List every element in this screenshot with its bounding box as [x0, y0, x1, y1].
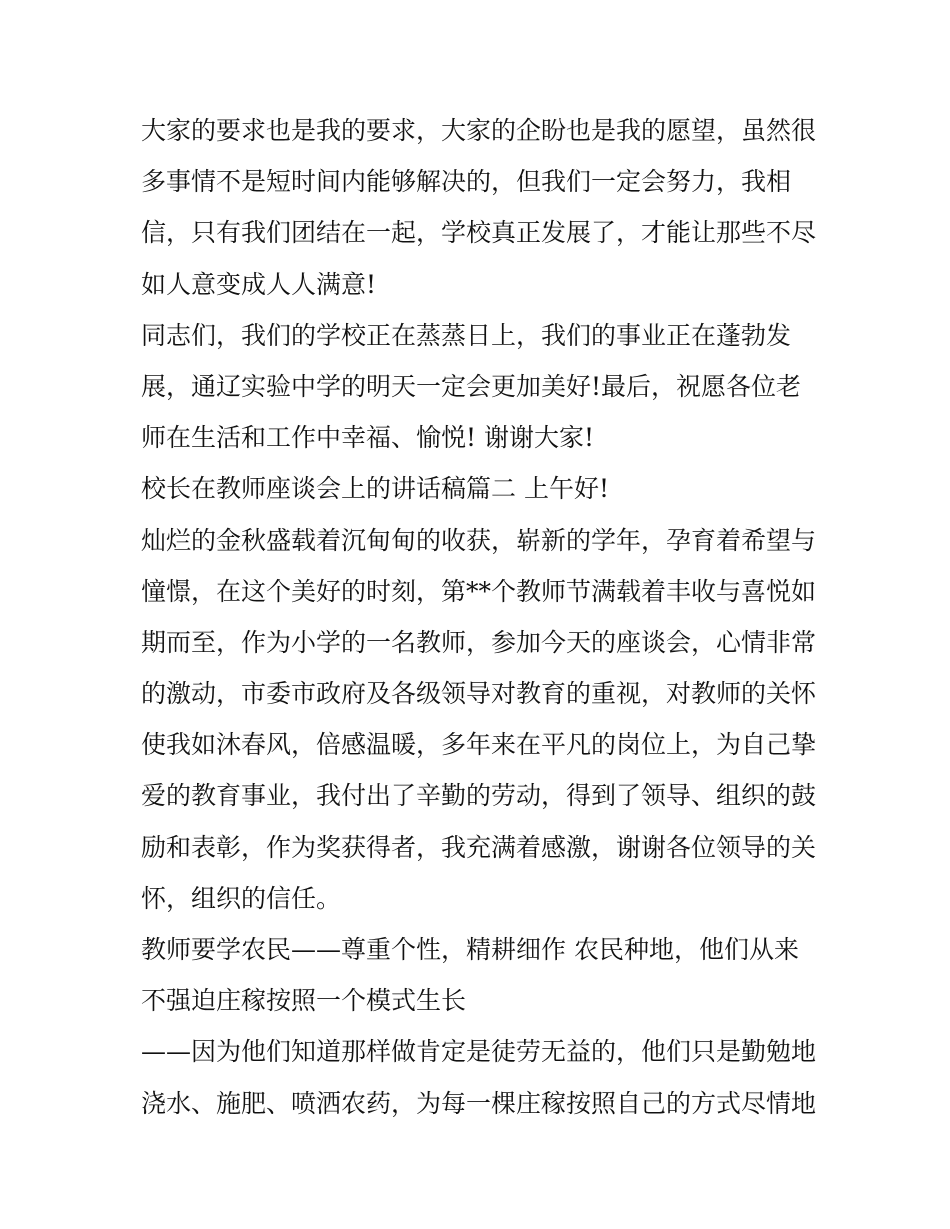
text-line: 师在生活和工作中幸福、愉悦! 谢谢大家! [141, 423, 595, 453]
text-line: 爱的教育事业，我付出了辛勤的劳动，得到了领导、组织的鼓 [141, 781, 817, 811]
text-line: 的激动，市委市政府及各级领导对教育的重视，对教师的关怀 [141, 679, 817, 709]
text-line: 同志们，我们的学校正在蒸蒸日上，我们的事业正在蓬勃发 [141, 320, 792, 350]
text-line: 展，通辽实验中学的明天一定会更加美好!最后，祝愿各位老 [141, 371, 802, 401]
text-line: 多事情不是短时间内能够解决的，但我们一定会努力，我相 [141, 167, 792, 197]
body-text [141, 105, 821, 1129]
text-line: 怀，组织的信任。 [141, 883, 342, 913]
text-line: 大家的要求也是我的要求，大家的企盼也是我的愿望，虽然很 [141, 116, 817, 145]
text-line: 灿烂的金秋盛载着沉甸甸的收获，崭新的学年，孕育着希望与 [141, 525, 817, 555]
text-line: 使我如沐春风，倍感温暖，多年来在平凡的岗位上，为自己挚 [141, 730, 817, 760]
text-line: 憧憬，在这个美好的时刻，第**个教师节满载着丰收与喜悦如 [141, 576, 817, 606]
text-line: 信，只有我们团结在一起，学校真正发展了，才能让那些不尽 [141, 218, 817, 248]
text-line: 不强迫庄稼按照一个模式生长 [141, 986, 467, 1016]
text-line: 教师要学农民——尊重个性，精耕细作 农民种地，他们从来 [141, 935, 799, 964]
text-line: 期而至，作为小学的一名教师，参加今天的座谈会，心情非常 [141, 627, 817, 657]
text-line: 励和表彰，作为奖获得者，我充满着感激，谢谢各位领导的关 [141, 832, 817, 862]
text-line: 浇水、施肥、喷洒农药，为每一棵庄稼按照自己的方式尽情地 [141, 1088, 817, 1118]
text-line: ——因为他们知道那样做肯定是徒劳无益的，他们只是勤勉地 [141, 1037, 817, 1067]
section-heading-line: 校长在教师座谈会上的讲话稿篇二 上午好! [141, 474, 609, 504]
text-line: 如人意变成人人满意! [141, 269, 377, 299]
